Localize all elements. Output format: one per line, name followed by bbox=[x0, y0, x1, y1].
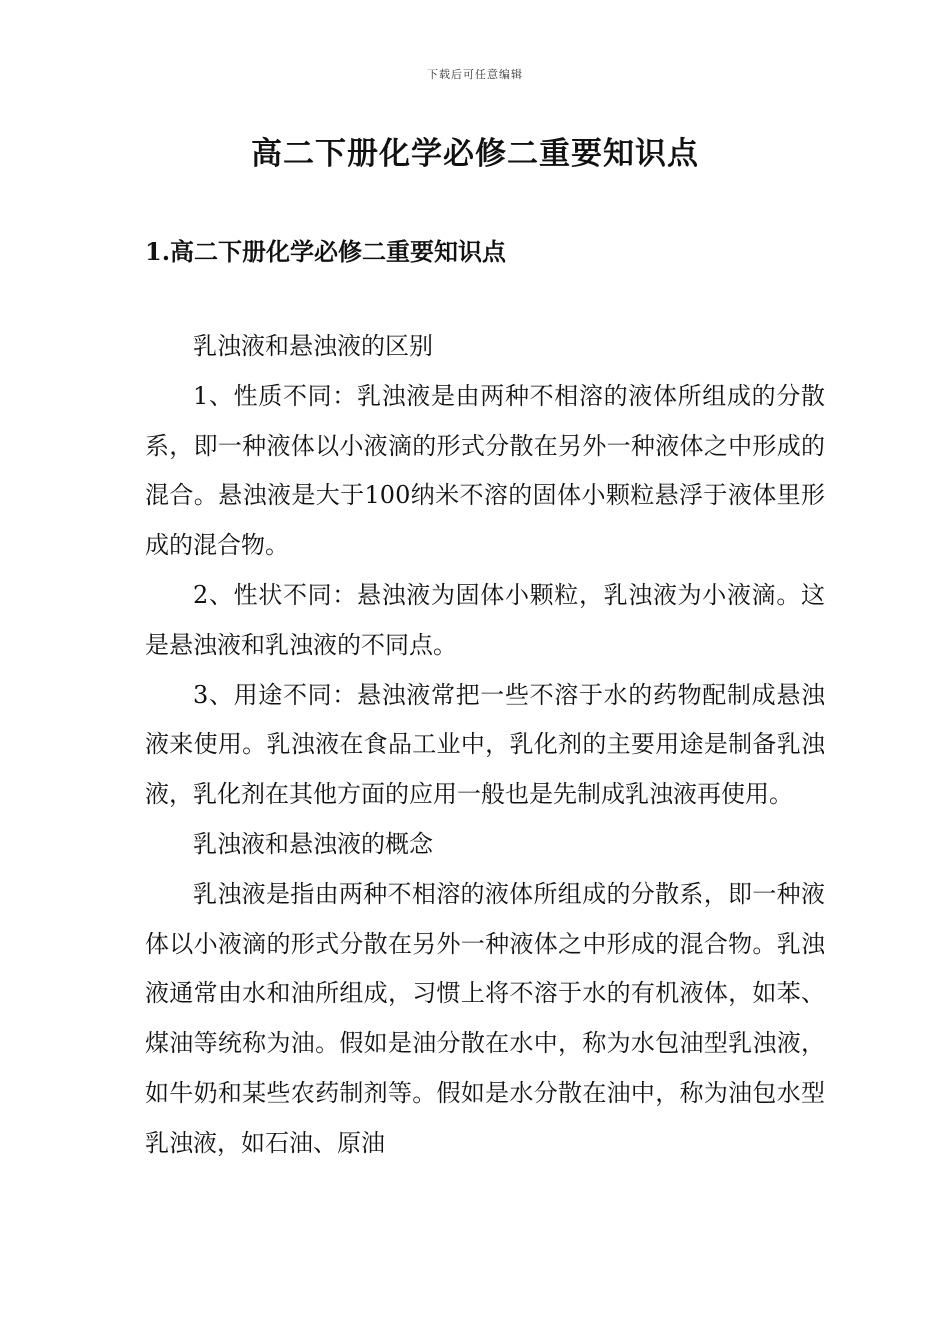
document-title: 高二下册化学必修二重要知识点 bbox=[251, 136, 699, 172]
paragraph-usage: 3、用途不同：悬浊液常把一些不溶于水的药物配制成悬浊液来使用。乳浊液在食品工业中，乳化剂的主要用途是制备乳浊液，乳化剂在其他方面的应用一般也是先制成乳浊液再使用。 bbox=[145, 680, 825, 809]
header-note: 下载后可任意编辑 bbox=[427, 68, 523, 81]
paragraph-property: 1、性质不同：乳浊液是由两种不相溶的液体所组成的分散系，即一种液体以小液滴的形式分散在另外一种液体之中形成的混合。悬浊液是大于100纳米不溶的固体小颗粒悬浮于液体里形成的混合物。 bbox=[145, 381, 825, 560]
paragraph-form: 2、性状不同：悬浊液为固体小颗粒，乳浊液为小液滴。这是悬浊液和乳浊液的不同点。 bbox=[145, 580, 825, 659]
document-body bbox=[145, 322, 825, 1169]
subheading-concept: 乳浊液和悬浊液的概念 bbox=[193, 829, 433, 858]
section-heading: 1.高二下册化学必修二重要知识点 bbox=[145, 237, 507, 266]
subheading-difference: 乳浊液和悬浊液的区别 bbox=[193, 332, 433, 360]
paragraph-concept: 乳浊液是指由两种不相溶的液体所组成的分散系，即一种液体以小液滴的形式分散在另外一种液体之中形成的混合物。乳浊液通常由水和油所组成，习惯上将不溶于水的有机液体，如苯、煤油等统称为油。假如是油分散在水中，称为水包油型乳浊液，如牛奶和某些农药制剂等。假如是水分散在油中，称为油包水型乳浊液，如石油、原油 bbox=[145, 879, 825, 1157]
